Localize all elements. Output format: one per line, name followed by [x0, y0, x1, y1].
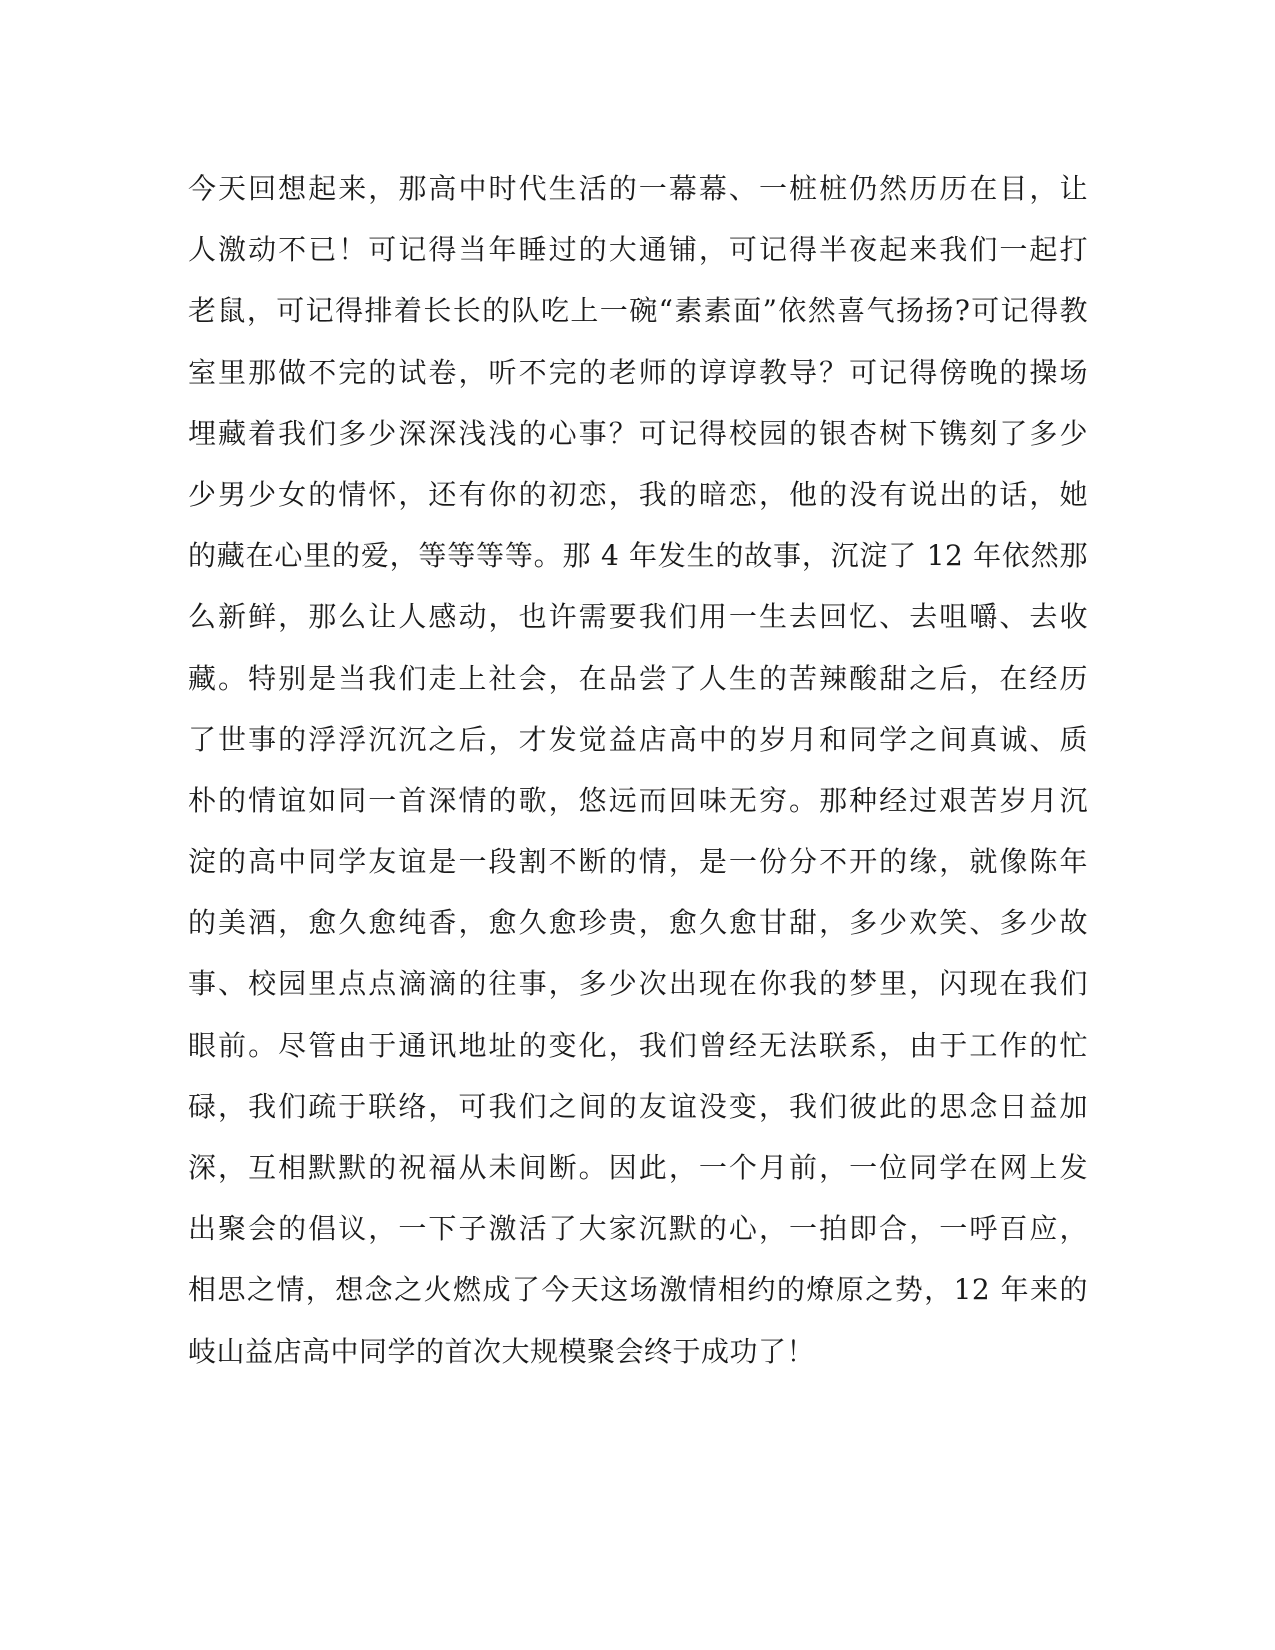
- text-line: 的美酒，愈久愈纯香，愈久愈珍贵，愈久愈甘甜，多少欢笑、多少故: [188, 906, 1088, 940]
- body-paragraph: [188, 158, 1088, 1382]
- text-line: 人激动不已！可记得当年睡过的大通铺，可记得半夜起来我们一起打: [188, 233, 1088, 267]
- text-line: 埋藏着我们多少深深浅浅的心事？可记得校园的银杏树下镌刻了多少: [188, 416, 1088, 450]
- text-line: 眼前。尽管由于通讯地址的变化，我们曾经无法联系，由于工作的忙: [188, 1028, 1088, 1062]
- text-line: 少男少女的情怀，还有你的初恋，我的暗恋，他的没有说出的话，她: [188, 477, 1088, 511]
- text-line-last: 岐山益店高中同学的首次大规模聚会终于成功了！: [188, 1334, 816, 1368]
- text-line: 老鼠，可记得排着长长的队吃上一碗“素素面”依然喜气扬扬?可记得教: [188, 294, 1088, 328]
- text-line: 出聚会的倡议，一下子激活了大家沉默的心，一拍即合，一呼百应，: [188, 1212, 1088, 1246]
- text-line: 深，互相默默的祝福从未间断。因此，一个月前，一位同学在网上发: [188, 1151, 1088, 1184]
- text-line: 相思之情，想念之火燃成了今天这场激情相约的燎原之势，12 年来的: [188, 1273, 1088, 1307]
- text-line: 今天回想起来，那高中时代生活的一幕幕、一桩桩仍然历历在目，让: [188, 172, 1088, 205]
- text-line: 么新鲜，那么让人感动，也许需要我们用一生去回忆、去咀嚼、去收: [188, 600, 1088, 634]
- text-line: 室里那做不完的试卷，听不完的老师的谆谆教导？可记得傍晚的操场: [188, 355, 1088, 389]
- text-line: 的藏在心里的爱，等等等等。那 4 年发生的故事，沉淀了 12 年依然那: [188, 539, 1088, 573]
- text-line: 了世事的浮浮沉沉之后，才发觉益店高中的岁月和同学之间真诚、质: [188, 722, 1088, 756]
- text-line: 碌，我们疏于联络，可我们之间的友谊没变，我们彼此的思念日益加: [188, 1089, 1088, 1123]
- text-line: 藏。特别是当我们走上社会，在品尝了人生的苦辣酸甜之后，在经历: [188, 661, 1088, 695]
- text-line: 朴的情谊如同一首深情的歌，悠远而回味无穷。那种经过艰苦岁月沉: [188, 783, 1088, 817]
- text-line: 淀的高中同学友谊是一段割不断的情，是一份分不开的缘，就像陈年: [188, 845, 1088, 879]
- text-line: 事、校园里点点滴滴的往事，多少次出现在你我的梦里，闪现在我们: [188, 967, 1088, 1001]
